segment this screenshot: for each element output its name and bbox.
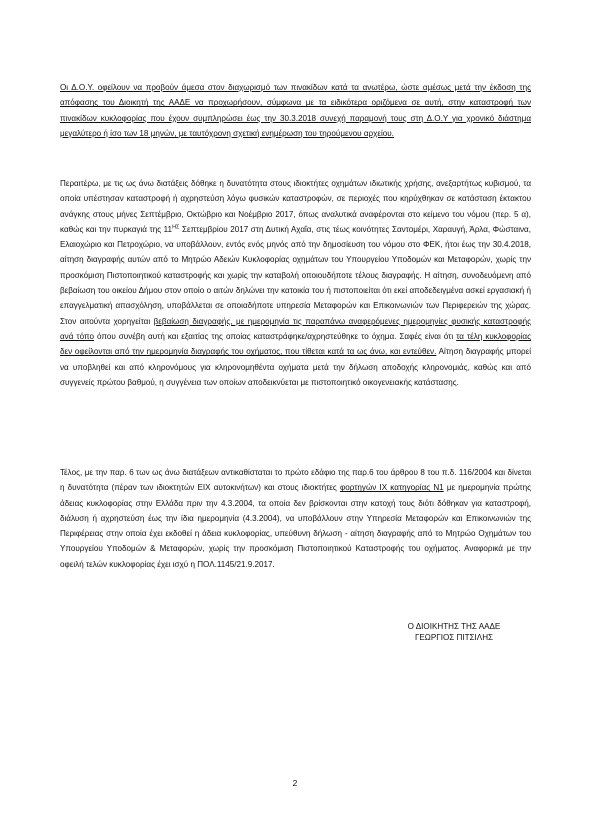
signature-block (394, 621, 514, 643)
paragraph2-text-3: όπου συνέβη αυτή και εξαιτίας της οποίας καταστράφηκε/αχρηστεύθηκε το όχημα. Σαφές είναι ότι (93, 331, 457, 341)
paragraph-deregistration-disasters (60, 176, 531, 390)
signature-title: Ο ΔΙΟΙΚΗΤΗΣ ΤΗΣ ΑΑΔΕ (407, 622, 501, 631)
paragraph2-text-2: Σεπτεμβρίου 2017 στη Δυτική Αχαΐα, στις τέως κοινότητες Σαντομέρι, Χαραυγή, Άρλα, Φώσταινα, Ελαιοχώριο και Πετροχώριο, να υποβάλλουν, εντός ενός μηνός από την δημοσίευση του νόμου στο ΦΕΚ, ήτοι έως την 30.4.2018, αίτηση διαγραφής αυτών από το Μητρώο Αδειών Κυκλοφορίας οχημάτων του Υπουργείου Υποδομών και Μεταφορών, χωρίς την προσκόμιση Πιστοποιητικού καταστροφής και χωρίς την καταβολή οποιουδήποτε τέλους διαγραφής. Η αίτηση, συνοδευόμενη από βεβαίωση του οικείου Δήμου στον οποίο ο αιτών δηλώνει την κατοικία του ή πιστοποιείται ότι εκεί αποδεδειγμένα ασκεί εργασιακή ή επαγγελματική απασχόληση, υποβάλλεται σε οποιαδήποτε υπηρεσία Μεταφορών και Επικοινωνιών των Περιφερειών της χώρας. Στον αιτούντα χορηγείται (60, 224, 531, 326)
paragraph-tax-offices-plates: Οι Δ.Ο.Υ. οφείλουν να προβούν άμεσα στον διαχωρισμό των πινακίδων κατά τα ανωτέρω, ώστε αμέσως μετά την έκδοση της απόφασης του Διοικητή της ΑΑΔΕ να προχωρήσουν, σύμφωνα με τα ειδικότερα οριζόμενα σε αυτή, στην καταστροφή των πινακίδων κυκλοφορίας που έχουν συμπληρώσει έως την 30.3.2018 συνεχή παραμονή τους στη Δ.Ο.Υ για χρονικό διάστημα μεγαλύτερο ή ίσο των 18 μηνών, με ταυτόχρονη σχετική ενημέρωση του τηρούμενου αρχείου. (60, 83, 531, 138)
paragraph3-underlined-truck-category: φορτηγών ΙΧ κατηγορίας Ν1 (339, 483, 444, 493)
paragraph2-text-4: Αίτηση διαγραφής μπορεί να υποβληθεί και από κληρονόμους για κληρονομηθέντα οχήματα μετά την δήλωση αποδοχής κληρονομιάς, καθώς και από συγγενείς πρώτου βαθμού, η συγγένεια των οποίων αποδεικνύεται με πιστοποιητικό οικογενειακής κατάστασης. (60, 347, 531, 387)
paragraph-truck-deregistration (60, 465, 531, 572)
page-number: 2 (292, 778, 298, 788)
paragraph3-text-2: με ημερομηνία πρώτης άδειας κυκλοφορίας στην Ελλάδα πριν την 4.3.2004, τα οποία δεν βρίσκονται στην κατοχή τους διότι δόθηκαν για καταστροφή, διάλυση ή αχρηστεύση έως την ίδια ημερομηνία (4.3.2004), να υποβάλλουν στην Υπηρεσία Μεταφορών και Επικοινωνιών της Περιφέρειας στην οποία έχει εκδοθεί η άδεια κυκλοφορίας, υπεύθυνη δήλωση - αίτηση διαγραφής από το Μητρώο Οχημάτων του Υπουργείου Υποδομών & Μεταφορών, χωρίς την προσκόμιση Πιστοποιητικού Καταστροφής του οχήματος. Αναφορικά με την οφειλή τελών κυκλοφορίας έχει ισχύ η ΠΟΛ.1145/21.9.2017. (60, 483, 532, 569)
paragraph3-text-1: Τέλος, με την παρ. 6 των ως άνω διατάξεων αντικαθίσταται το πρώτο εδάφιο της παρ.6 του άρθρου 8 του π.δ. 116/2004 και δίνεται η δυνατότητα (πέραν των ιδιοκτητών ΕΙΧ αυτοκινήτων) και στους ιδιοκτήτες (60, 468, 531, 493)
paragraph2-text-1: Περαιτέρω, με τις ως άνω διατάξεις δόθηκε η δυνατότητα στους ιδιοκτήτες οχημάτων ιδιωτικής χρήσης, ανεξαρτήτως κυβισμού, τα οποία υπέστησαν καταστροφή ή αχρηστεύση λόγω φυσικών καταστροφών, σε περιοχές που κηρύχθηκαν σε κατάσταση έκτακτου ανάγκης στους μήνες Σεπτέμβριο, Οκτώβριο και Νοέμβριο 2017, όπως αναλυτικά αναφέρονται στο κείμενο του νόμου (περ. 5 α), καθώς και την πυρκαγιά της 11 (60, 179, 531, 234)
paragraph2-underlined-fees: τα τέλη κυκλοφορίας δεν οφείλονται από την ημερομηνία διαγραφής του οχήματος, που τίθεται κατά τα ως άνω, και εντεύθεν. (60, 331, 532, 357)
signature-name: ΓΕΩΡΓΙΟΣ ΠΙΤΣΙΛΗΣ (414, 633, 494, 642)
superscript-suffix: ΗΣ (172, 224, 180, 231)
paragraph2-underlined-certificate: βεβαίωση διαγραφής, με ημερομηνία τις παραπάνω αναφερόμενες ημερομηνίες φυσικής καταστροφής ανά τόπο (60, 316, 531, 341)
